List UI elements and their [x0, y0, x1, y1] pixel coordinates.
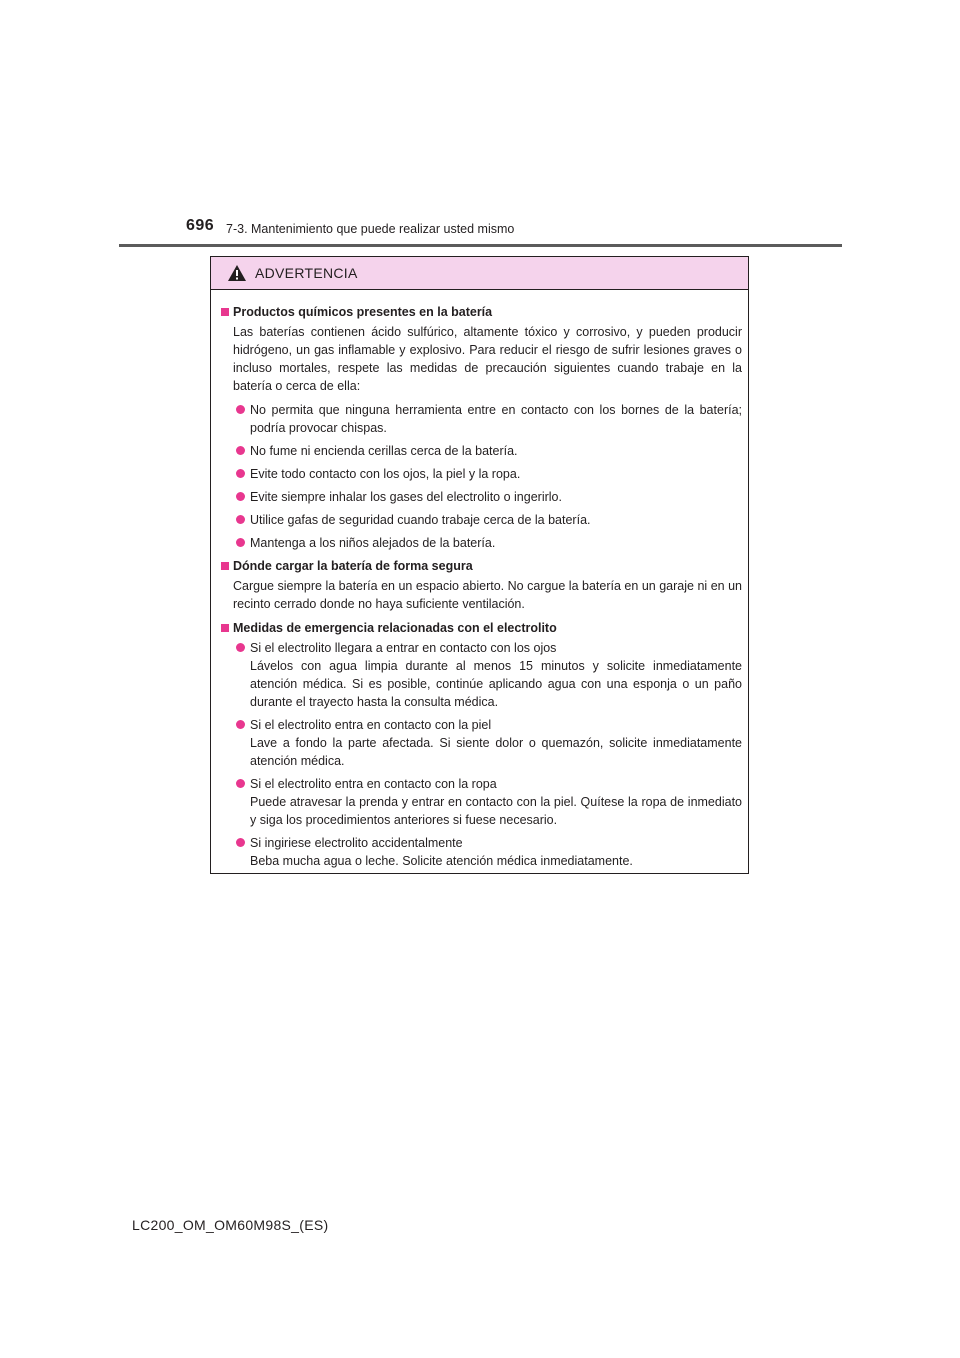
- circle-bullet-icon: [236, 720, 245, 729]
- square-bullet-icon: [221, 624, 229, 632]
- list-item-text: Lávelos con agua limpia durante al menos 15 minutos y solicite inmediatamente atención médica. Si es posible, continúe aplicando agua con una esponja o un paño durante el trayecto hasta la consulta médica.: [250, 659, 742, 709]
- list-item-text: No fume ni encienda cerillas cerca de la batería.: [250, 444, 518, 458]
- list-item: [219, 834, 742, 870]
- list-item-body: [250, 775, 742, 829]
- circle-bullet-icon: [236, 643, 245, 652]
- section-heading-text: Productos químicos presentes en la batería: [233, 305, 493, 319]
- list-item: [219, 639, 742, 711]
- section-title: 7-3. Mantenimiento que puede realizar usted mismo: [226, 222, 515, 236]
- circle-bullet-icon: [236, 838, 245, 847]
- list-item-title: Si el electrolito entra en contacto con la piel: [250, 718, 492, 732]
- circle-bullet-icon: [236, 469, 245, 478]
- square-bullet-icon: [221, 562, 229, 570]
- section-heading-text: Medidas de emergencia relacionadas con el electrolito: [233, 621, 557, 635]
- list-item: [219, 534, 742, 552]
- section-paragraph: Cargue siempre la batería en un espacio abierto. No cargue la batería en un garaje ni en un recinto cerrado donde no haya suficiente ventilación.: [233, 579, 742, 611]
- list-item-title: Si el electrolito llegara a entrar en contacto con los ojos: [250, 641, 557, 655]
- section-heading-text: Dónde cargar la batería de forma segura: [233, 559, 473, 573]
- list-item-text: Lave a fondo la parte afectada. Si siente dolor o quemazón, solicite inmediatamente atención médica.: [250, 736, 742, 768]
- circle-bullet-icon: [236, 446, 245, 455]
- circle-bullet-icon: [236, 538, 245, 547]
- circle-bullet-icon: [236, 779, 245, 788]
- square-bullet-icon: [221, 308, 229, 316]
- list-item-text: Evite todo contacto con los ojos, la piel y la ropa.: [250, 467, 521, 481]
- list-item-body: [250, 639, 742, 711]
- document-code: LC200_OM_OM60M98S_(ES): [132, 1217, 329, 1233]
- list-item: [219, 465, 742, 483]
- list-item: [219, 511, 742, 529]
- warning-triangle-icon: [227, 264, 247, 282]
- list-item-text: Evite siempre inhalar los gases del electrolito o ingerirlo.: [250, 490, 562, 504]
- list-item-text: Mantenga a los niños alejados de la batería.: [250, 536, 496, 550]
- warning-header: [211, 257, 748, 290]
- warning-content: [211, 290, 748, 870]
- list-item-text: Utilice gafas de seguridad cuando trabaje cerca de la batería.: [250, 513, 591, 527]
- circle-bullet-icon: [236, 492, 245, 501]
- list-item-text: Puede atravesar la prenda y entrar en contacto con la piel. Quítese la ropa de inmediato y siga los procedimientos anteriores si fuese necesario.: [250, 795, 742, 827]
- list-item-title: Si el electrolito entra en contacto con la ropa: [250, 777, 497, 791]
- section-heading: [219, 557, 742, 575]
- list-item: [219, 775, 742, 829]
- warning-box: [210, 256, 749, 874]
- warning-title: ADVERTENCIA: [255, 265, 358, 281]
- circle-bullet-icon: [236, 405, 245, 414]
- page-number: 696: [186, 217, 215, 234]
- section-heading: [219, 303, 742, 321]
- list-item-body: [250, 834, 742, 870]
- section-heading: [219, 619, 742, 637]
- section-paragraph: Las baterías contienen ácido sulfúrico, altamente tóxico y corrosivo, y pueden producir hidrógeno, un gas inflamable y explosivo. Para reducir el riesgo de sufrir lesiones graves o incluso mortales, respete las medidas de precaución siguientes cuando trabaje en la batería o cerca de ella:: [233, 325, 742, 393]
- list-item: [219, 442, 742, 460]
- list-item-body: [250, 716, 742, 770]
- list-item: [219, 488, 742, 506]
- list-item: [219, 401, 742, 437]
- list-item-text: Beba mucha agua o leche. Solicite atención médica inmediatamente.: [250, 854, 633, 868]
- header-rule: [119, 244, 842, 247]
- list-item-title: Si ingiriese electrolito accidentalmente: [250, 836, 463, 850]
- list-item: [219, 716, 742, 770]
- circle-bullet-icon: [236, 515, 245, 524]
- list-item-text: No permita que ninguna herramienta entre en contacto con los bornes de la batería; podría provocar chispas.: [250, 403, 742, 435]
